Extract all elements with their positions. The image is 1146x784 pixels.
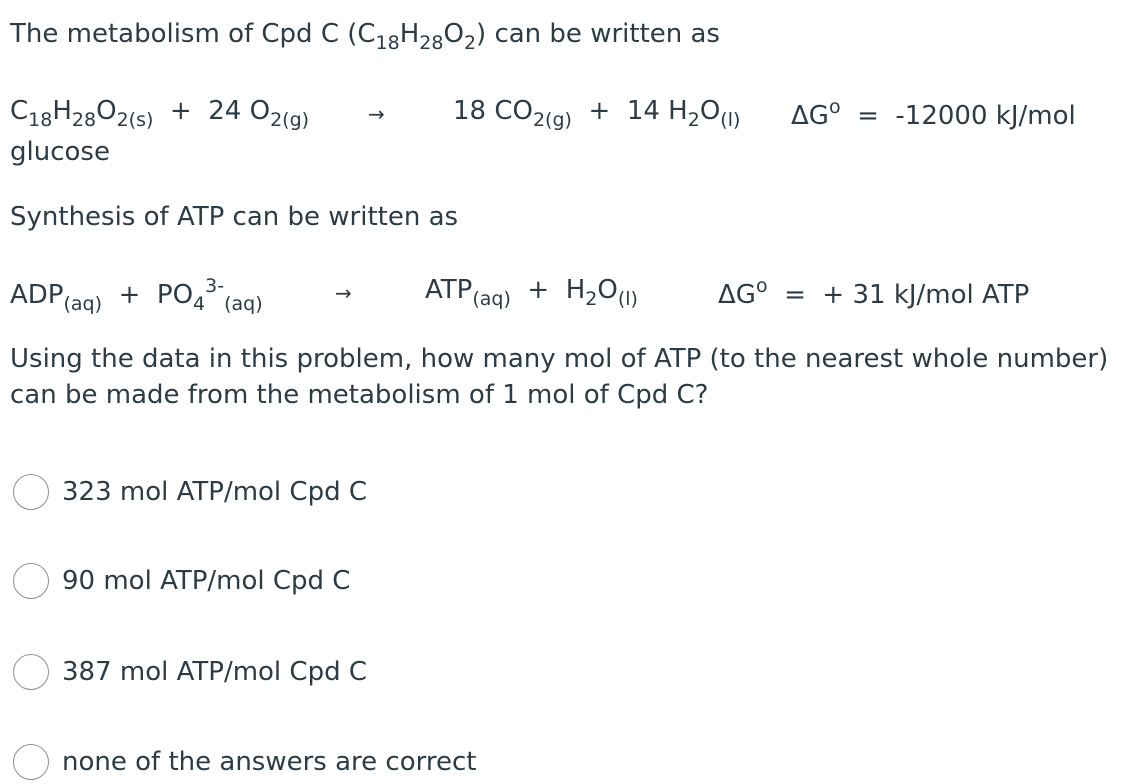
answer-option-1[interactable]	[13, 474, 367, 510]
r2-atp: ATP	[425, 275, 473, 305]
r1-oxygen: 24 O	[208, 96, 271, 126]
r1-dg-label: ΔG	[791, 101, 829, 131]
answer-option-3[interactable]	[13, 654, 367, 690]
reaction2-arrow: →	[335, 281, 352, 305]
r2-phosphate-sub: 4	[193, 293, 206, 315]
r2-water-sub: 2	[585, 288, 598, 310]
reaction1-reactants	[10, 98, 309, 130]
r1-plus-2: +	[588, 96, 611, 126]
radio-button[interactable]	[13, 563, 49, 599]
r1-co2: 18 CO	[453, 96, 533, 126]
r2-atp-state: (aq)	[472, 288, 511, 310]
r1-state: 2(s)	[116, 109, 154, 131]
r2-water-state: (l)	[617, 288, 638, 310]
question-line-1: Using the data in this problem, how many mol of ATP (to the nearest whole number)	[10, 344, 1109, 374]
r2-equals: =	[784, 280, 806, 310]
r2-plus: +	[118, 280, 141, 310]
reaction1-products	[453, 98, 740, 130]
r1-water-o: O	[699, 96, 721, 126]
question-line-2: can be made from the metabolism of 1 mol of Cpd C?	[10, 380, 709, 410]
intro-o: O	[443, 19, 464, 49]
r2-phosphate: PO	[156, 280, 194, 310]
r1-dg-degree: o	[828, 96, 841, 118]
r1-o: O	[96, 96, 117, 126]
r2-dg-value: + 31 kJ/mol ATP	[822, 280, 1030, 310]
answer-option-label[interactable]: 387 mol ATP/mol Cpd C	[62, 657, 368, 687]
r2-water-o: O	[597, 275, 618, 305]
r2-phosphate-charge: 3-	[205, 275, 225, 297]
r2-adp-state: (aq)	[63, 293, 103, 315]
intro-subscript-c: 18	[375, 32, 400, 54]
answer-option-label[interactable]: 323 mol ATP/mol Cpd C	[62, 477, 368, 507]
r1-dg-value: -12000 kJ/mol	[895, 101, 1076, 131]
reaction2-reactants	[10, 277, 263, 314]
r1-water-state: (l)	[720, 109, 741, 131]
intro-subscript-o: 2	[463, 32, 477, 54]
answer-option-label[interactable]: none of the answers are correct	[62, 747, 477, 777]
r2-dg-label: ΔG	[718, 280, 756, 310]
intro-h: H	[399, 19, 420, 49]
r2-phosphate-state: (aq)	[224, 293, 263, 315]
synthesis-text: Synthesis of ATP can be written as	[10, 202, 459, 232]
answer-option-4[interactable]	[13, 744, 476, 780]
r2-water-h: H	[565, 275, 586, 305]
r1-plus: +	[169, 96, 192, 126]
reaction2-products	[425, 277, 638, 309]
answer-option-label[interactable]: 90 mol ATP/mol Cpd C	[62, 566, 351, 596]
r1-water-sub: 2	[687, 109, 700, 131]
r1-c: C	[10, 96, 29, 126]
r1-sub-c: 18	[28, 109, 53, 131]
r2-adp: ADP	[10, 280, 64, 310]
reaction1-arrow: →	[368, 102, 385, 126]
reaction2-delta-g	[718, 277, 1029, 308]
r1-h: H	[52, 96, 72, 126]
radio-button[interactable]	[13, 474, 49, 510]
r1-oxygen-state: 2(g)	[270, 109, 310, 131]
r1-equals: =	[857, 101, 879, 131]
reaction1-note: glucose	[10, 137, 110, 167]
r1-sub-h: 28	[71, 109, 97, 131]
r1-co2-state: 2(g)	[532, 109, 572, 131]
radio-button[interactable]	[13, 744, 49, 780]
r2-dg-degree: o	[755, 275, 768, 297]
answer-option-2[interactable]	[13, 563, 350, 599]
intro-suffix: ) can be written as	[476, 19, 720, 49]
intro-prefix: The metabolism of Cpd C (C	[10, 19, 376, 49]
radio-button[interactable]	[13, 654, 49, 690]
r1-water-h: 14 H	[626, 96, 688, 126]
reaction1-delta-g	[791, 98, 1076, 129]
intro-subscript-h: 28	[419, 32, 444, 54]
r2-plus-2: +	[527, 275, 550, 305]
intro-text	[10, 21, 720, 53]
